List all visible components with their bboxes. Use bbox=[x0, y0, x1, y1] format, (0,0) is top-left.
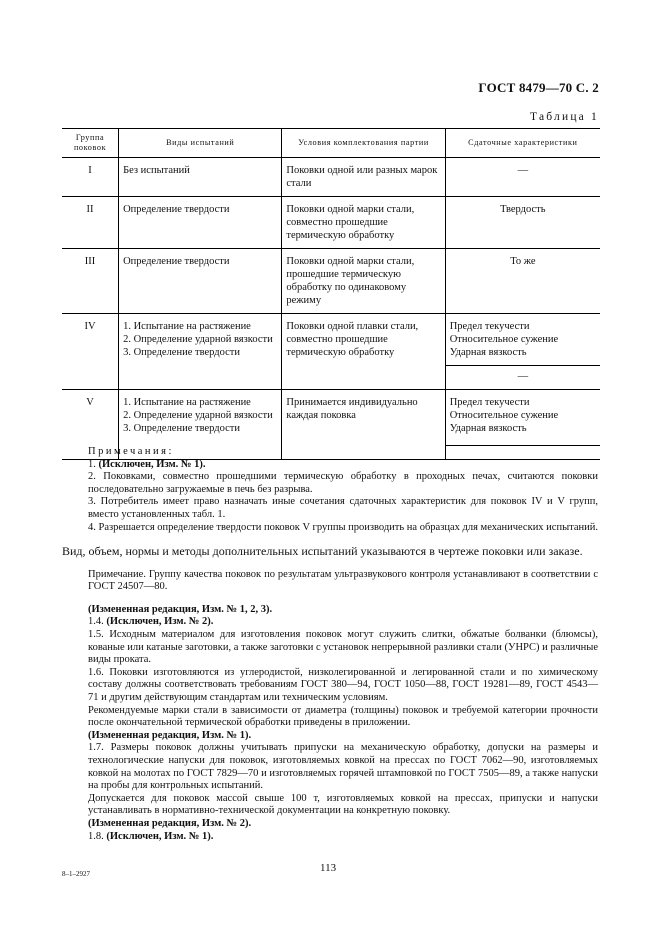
table-row bbox=[62, 158, 600, 197]
clause-1-6-recommend: Рекомендуемые марки стали в зависимости от диаметра (толщины) поковок и требуемой категории прочности после окончательной термической обработки приведены в приложении. bbox=[88, 704, 598, 729]
clause-number: 1.8. bbox=[88, 830, 104, 842]
characteristic-item: Относительное сужение bbox=[449, 410, 559, 421]
edit-note-1: (Измененная редакция, Изм. № 1). bbox=[88, 729, 252, 741]
characteristic-subrow: — bbox=[446, 365, 600, 383]
note-number: 1. bbox=[88, 458, 96, 470]
clause-number: 1.4. bbox=[88, 616, 104, 628]
table-header-row bbox=[62, 129, 600, 158]
clause-excluded: (Исключен, Изм. № 2). bbox=[106, 616, 214, 628]
header-group: Группа поковок bbox=[62, 129, 119, 158]
clause-1-7: 1.7. Размеры поковок должны учитывать припуски на механическую обработку, допуски на размеры и технологические напуски для поковок, изготовляемых ковкой на прессах по ГОСТ 7062—90, изготовляемых ковкой на молотах по ГОСТ 7829—70 и изготовляемых горячей штамповкой по ГОСТ 7505—89, а также напуски на пробы для контрольных испытаний. bbox=[88, 742, 598, 792]
test-item: Определение твердости bbox=[123, 256, 230, 267]
group-cell: I bbox=[62, 158, 119, 197]
document-header: ГОСТ 8479—70 С. 2 bbox=[478, 80, 599, 95]
characteristics-cell bbox=[445, 249, 600, 314]
tests-cell bbox=[119, 314, 282, 390]
tests-cell bbox=[119, 197, 282, 249]
note-2: 2. Поковками, совместно прошедшими термическую обработку в проходных печах, считаются поковки последовательно загружаемые в печь без разрыва. bbox=[88, 471, 598, 495]
group-cell: IV bbox=[62, 314, 119, 390]
note-3: 3. Потребитель имеет право назначать иные сочетания сдаточных характеристик для поковок IV и V групп, вместо установленных табл. 1. bbox=[88, 496, 598, 520]
conditions-cell: Поковки одной марки стали, совместно прошедшие термическую обработку bbox=[282, 197, 445, 249]
table-1 bbox=[62, 128, 600, 460]
note-1 bbox=[88, 459, 598, 472]
test-item: 2. Определение ударной вязкости bbox=[123, 410, 273, 421]
conditions-cell: Поковки одной или разных марок стали bbox=[282, 158, 445, 197]
table-row bbox=[62, 197, 600, 249]
clause-1-8 bbox=[88, 831, 598, 844]
header-conditions: Условия комплектования партии bbox=[282, 129, 445, 158]
group-cell: V bbox=[62, 390, 119, 460]
note-4: 4. Разрешается определение твердости поковок V группы производить на образцах для механических испытаний. bbox=[88, 521, 598, 533]
paragraph-view: Вид, объем, нормы и методы дополнительных испытаний указываются в чертеже поковки или заказе. bbox=[62, 544, 583, 559]
notes-title: Примечания: bbox=[88, 446, 174, 457]
table-title: Таблица 1 bbox=[530, 111, 599, 123]
characteristic-item: Ударная вязкость bbox=[449, 347, 527, 358]
conditions-cell: Поковки одной марки стали, прошедшие термическую обработку по одинаковому режиму bbox=[282, 249, 445, 314]
test-item: 3. Определение твердости bbox=[123, 423, 240, 434]
table-row bbox=[62, 249, 600, 314]
group-cell: II bbox=[62, 197, 119, 249]
characteristics-cell bbox=[445, 197, 600, 249]
clause-1-6: 1.6. Поковки изготовляются из углеродистой, низколегированной и легированной стали и по химическому составу должны соответствовать требованиям ГОСТ 380—94, ГОСТ 1050—88, ГОСТ 19281—89, ГОСТ 4543—71 и другим действующим стандартам или техническим условиям. bbox=[88, 666, 598, 703]
test-item: 2. Определение ударной вязкости bbox=[123, 334, 273, 345]
note-ultrasonic: Примечание. Группу качества поковок по результатам ультразвукового контроля устанавливают в соответствии с ГОСТ 24507—80. bbox=[88, 568, 598, 593]
page-number: 113 bbox=[320, 862, 337, 874]
edit-note-2: (Измененная редакция, Изм. № 2). bbox=[88, 817, 252, 829]
document-body bbox=[62, 446, 598, 843]
tests-cell bbox=[119, 249, 282, 314]
characteristics-cell bbox=[445, 158, 600, 197]
characteristic-item: Ударная вязкость bbox=[449, 423, 527, 434]
clause-1-7-allowance: Допускается для поковок массой свыше 100 т, изготовляемых ковкой на прессах, припуски и напуски устанавливать в нормативно-технической документации на конкретную поковку. bbox=[88, 792, 598, 817]
group-cell: III bbox=[62, 249, 119, 314]
test-item: 1. Испытание на растяжение bbox=[123, 321, 251, 332]
test-item: Без испытаний bbox=[123, 165, 190, 176]
clause-1-4 bbox=[88, 616, 598, 629]
conditions-cell: Поковки одной плавки стали, совместно прошедшие термическую обработку bbox=[282, 314, 445, 390]
test-item: 3. Определение твердости bbox=[123, 347, 240, 358]
characteristic-item: То же bbox=[510, 256, 536, 267]
characteristics-cell bbox=[445, 314, 600, 390]
table-row bbox=[62, 314, 600, 390]
conditions-cell: Принимается индивидуально каждая поковка bbox=[282, 390, 445, 460]
characteristic-item: Предел текучести bbox=[449, 321, 530, 332]
characteristic-item: Относительное сужение bbox=[449, 334, 559, 345]
tests-cell bbox=[119, 158, 282, 197]
print-code: 8–1–2927 bbox=[62, 870, 90, 878]
characteristic-item: Твердость bbox=[500, 204, 546, 215]
clause-excluded: (Исключен, Изм. № 1). bbox=[106, 830, 214, 842]
clause-1-5: 1.5. Исходным материалом для изготовления поковок могут служить слитки, обжатые болванки (блюмсы), кованые или катаные заготовки, а также заготовки с установок непрерывной разливки стали (УНРС) и различные виды проката. bbox=[88, 629, 598, 666]
header-characteristics: Сдаточные характеристики bbox=[445, 129, 600, 158]
test-item: Определение твердости bbox=[123, 204, 230, 215]
characteristic-item: Предел текучести bbox=[449, 397, 530, 408]
header-tests: Виды испытаний bbox=[119, 129, 282, 158]
characteristic-item: — bbox=[517, 165, 529, 176]
note-excluded: (Исключен, Изм. № 1). bbox=[98, 458, 206, 470]
edit-note-123: (Измененная редакция, Изм. № 1, 2, 3). bbox=[88, 603, 273, 615]
test-item: 1. Испытание на растяжение bbox=[123, 397, 251, 408]
